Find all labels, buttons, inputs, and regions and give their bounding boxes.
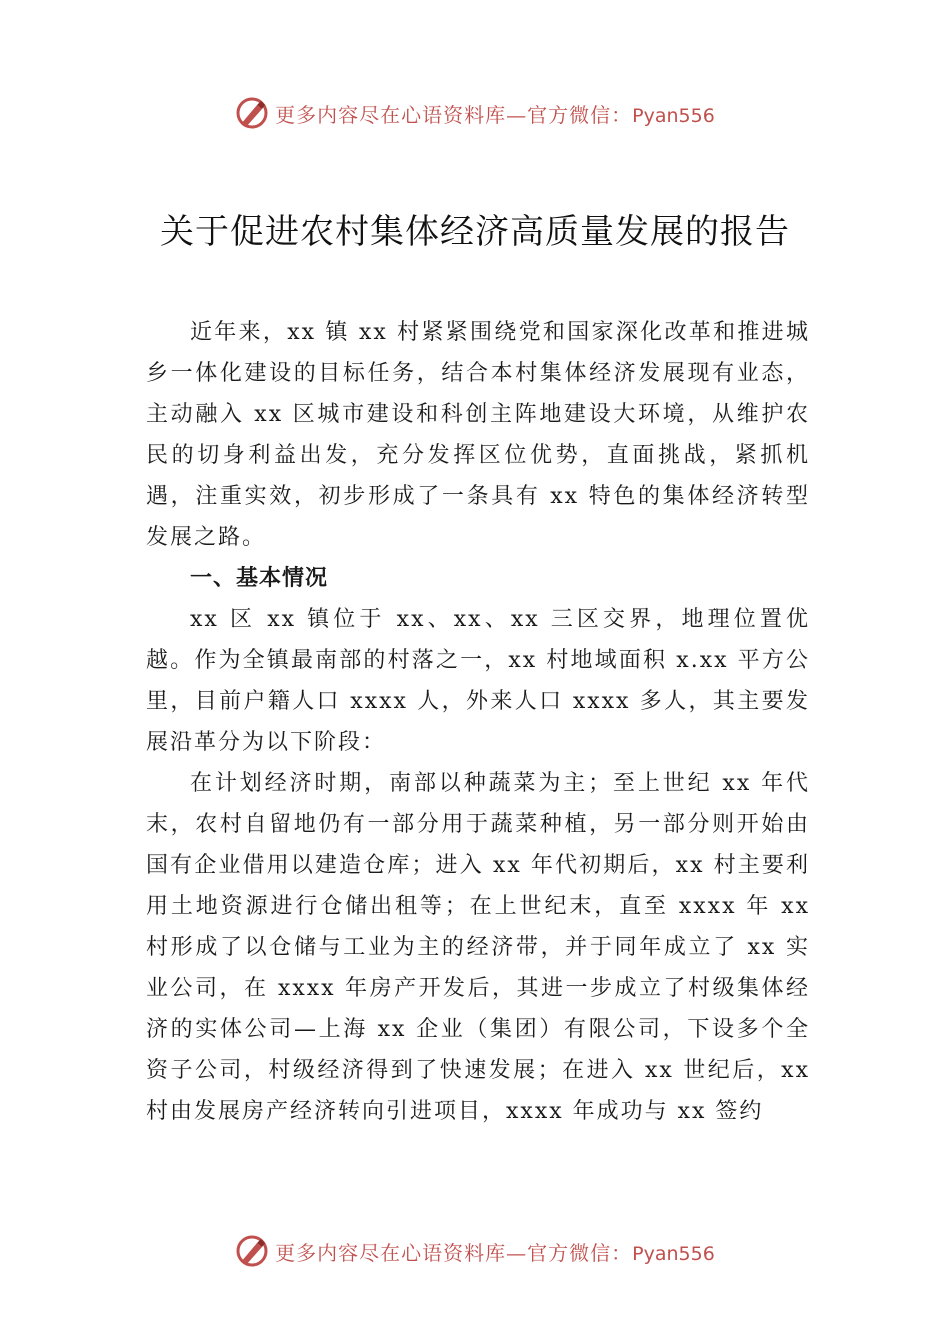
watermark-header	[0, 96, 950, 130]
document-body	[146, 312, 810, 1132]
watermark-text: 更多内容尽在心语资料库—官方微信：Pyan556	[275, 102, 715, 127]
section-paragraph: xx 区 xx 镇位于 xx、xx、xx 三区交界，地理位置优越。作为全镇最南部的村落之一，xx 村地域面积 x.xx 平方公里，目前户籍人口 xxxx 人，外来人口 xxxx 多人，其主要发展沿革分为以下阶段：	[146, 607, 810, 755]
watermark-id: Pyan556	[632, 1242, 715, 1265]
watermark-footer	[0, 1234, 950, 1268]
pen-logo-icon	[235, 1234, 269, 1268]
pen-logo-icon	[235, 96, 269, 130]
watermark-text: 更多内容尽在心语资料库—官方微信：Pyan556	[275, 1240, 715, 1265]
section-heading: 一、基本情况	[190, 566, 329, 591]
section-paragraph: 在计划经济时期，南部以种蔬菜为主；至上世纪 xx 年代末，农村自留地仍有一部分用于蔬菜种植，另一部分则开始由国有企业借用以建造仓库；进入 xx 年代初期后，xx 村主要利用土地资源进行仓储出租等；在上世纪末，直至 xxxx 年 xx 村形成了以仓储与工业为主的经济带，并于同年成立了 xx 实业公司，在 xxxx 年房产开发后，其进一步成立了村级集体经济的实体公司—上海 xx 企业（集团）有限公司，下设多个全资子公司，村级经济得到了快速发展；在进入 xx 世纪后，xx 村由发展房产经济转向引进项目，xxxx 年成功与 xx 签约	[146, 771, 810, 1124]
document-title: 关于促进农村集体经济高质量发展的报告	[160, 212, 790, 252]
intro-paragraph: 近年来，xx 镇 xx 村紧紧围绕党和国家深化改革和推进城乡一体化建设的目标任务，结合本村集体经济发展现有业态，主动融入 xx 区城市建设和科创主阵地建设大环境，从维护农民的切身利益出发，充分发挥区位优势，直面挑战，紧抓机遇，注重实效，初步形成了一条具有 xx 特色的集体经济转型发展之路。	[146, 320, 810, 550]
watermark-id: Pyan556	[632, 104, 715, 127]
